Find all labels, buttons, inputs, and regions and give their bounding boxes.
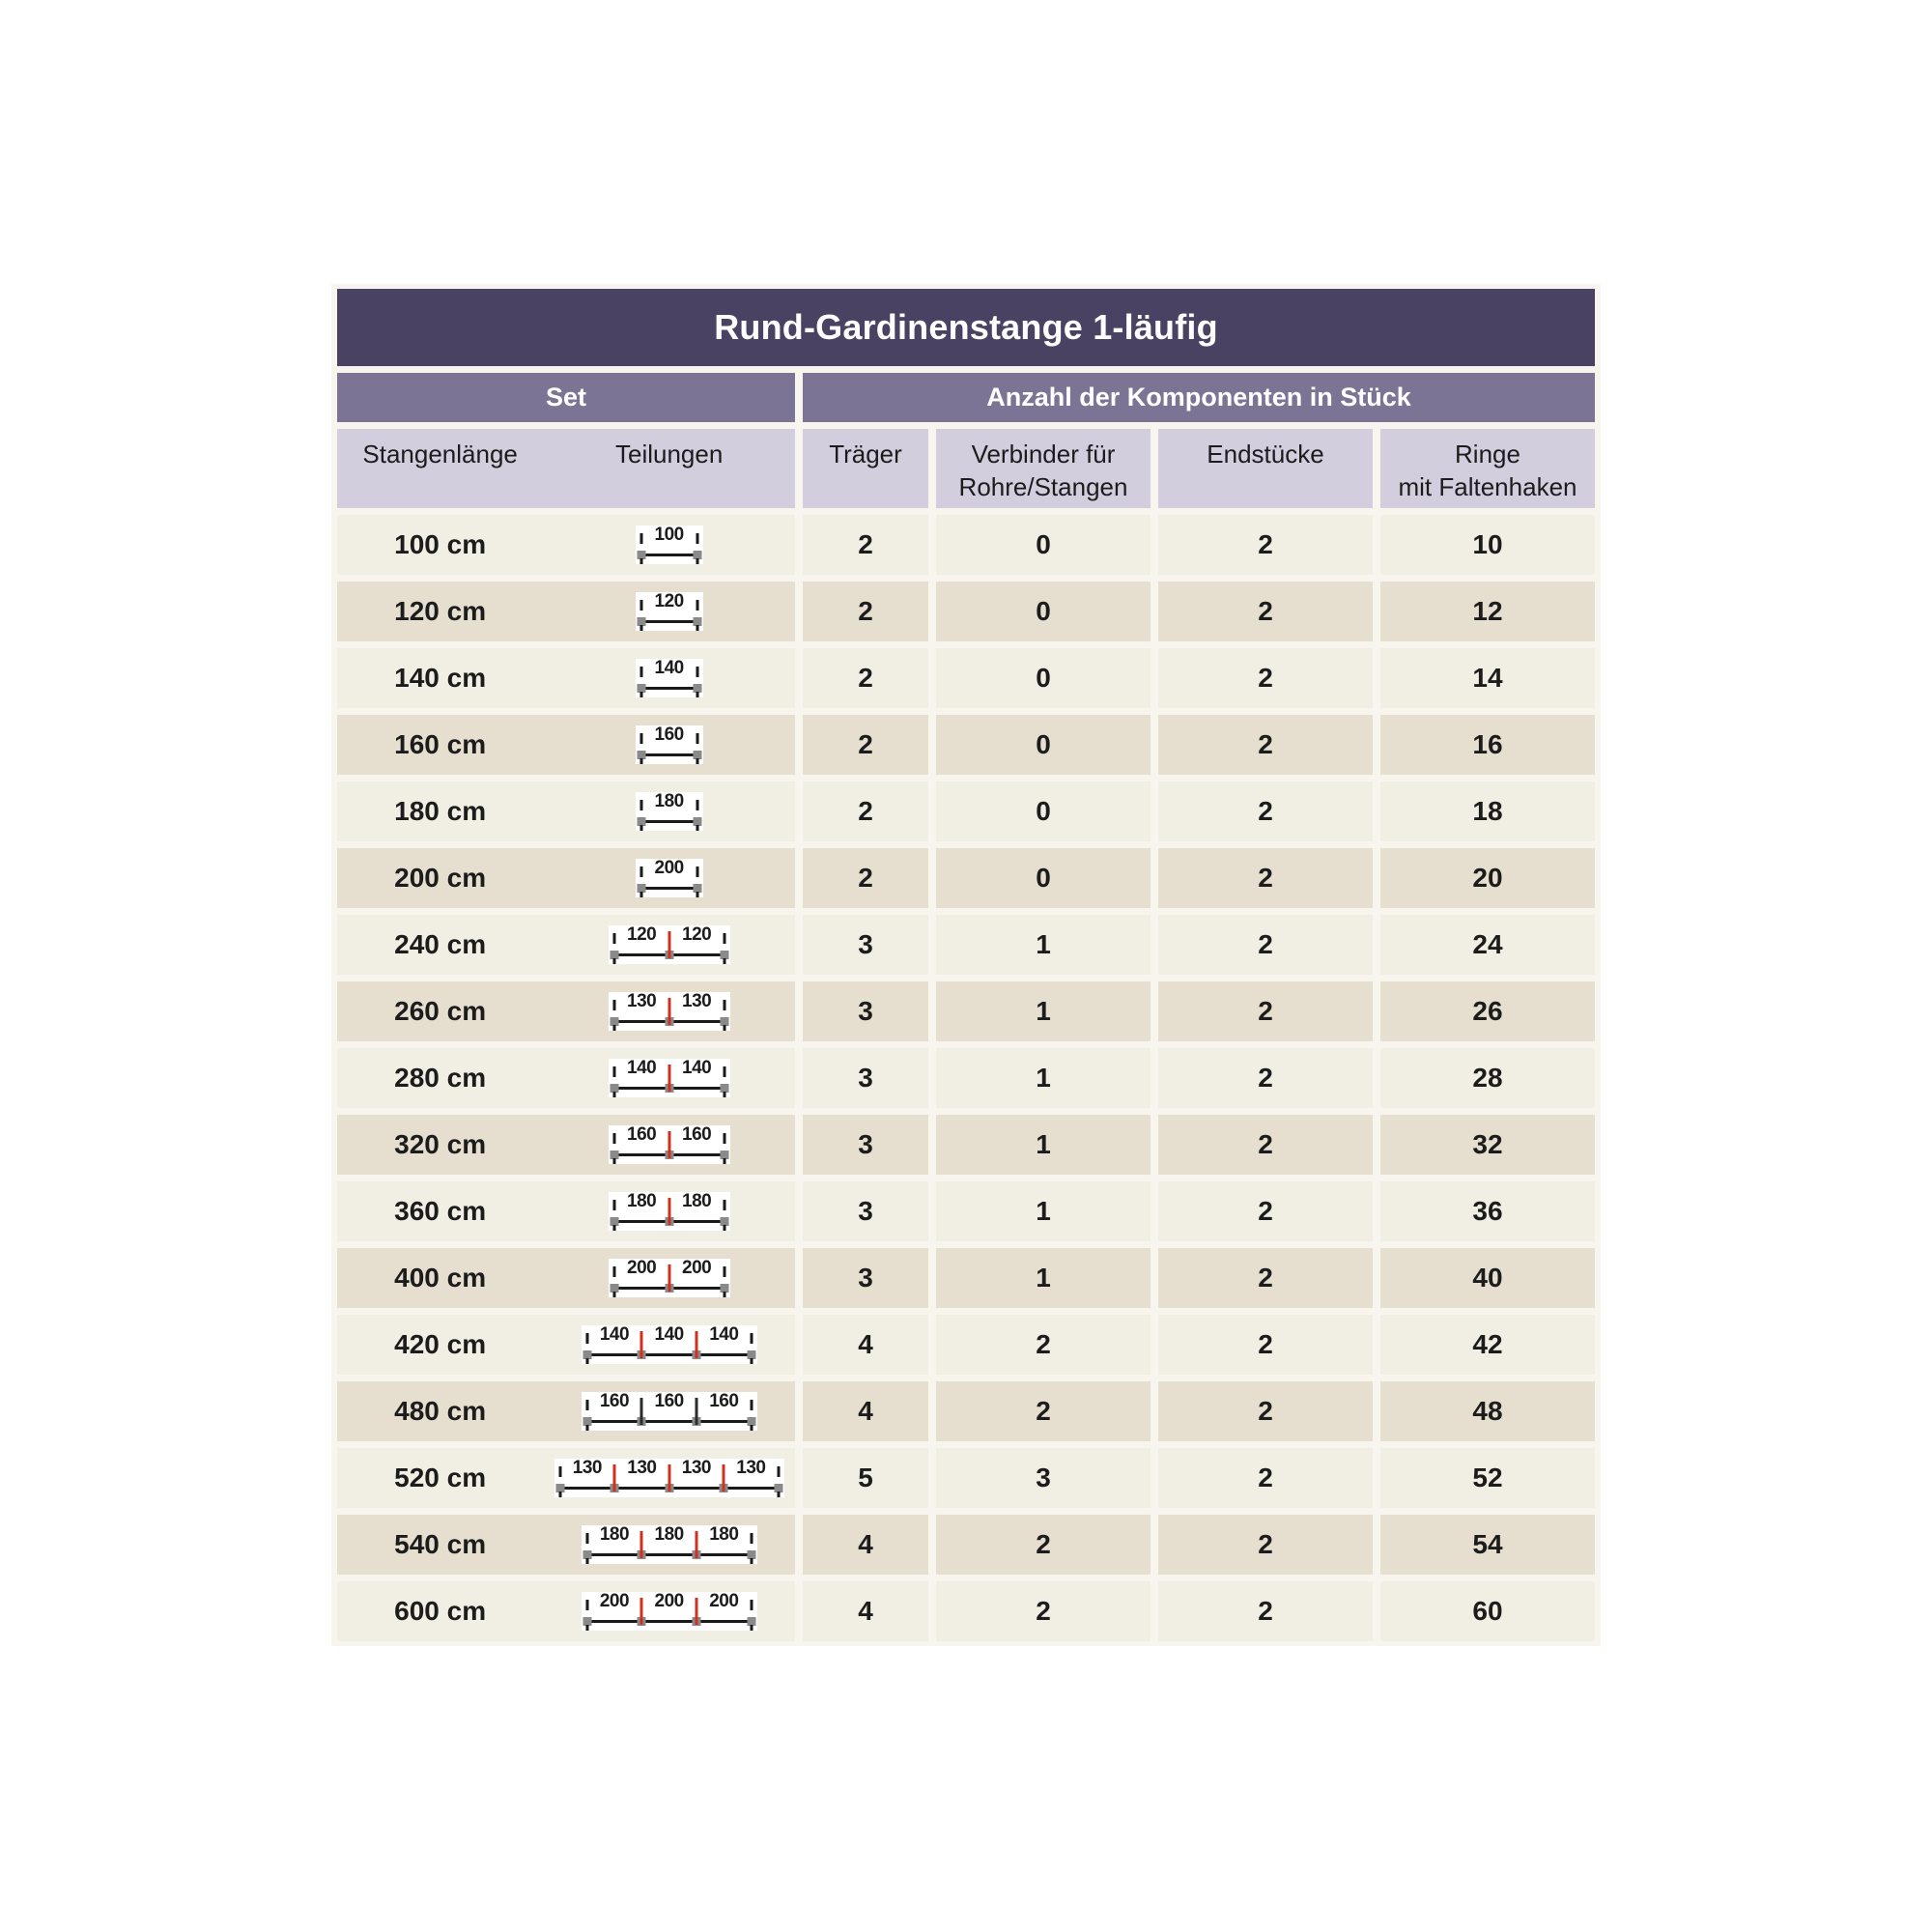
ringe-cell: 16: [1380, 715, 1595, 775]
teilungen-cell: [543, 1392, 795, 1431]
stangenlaenge-value: 100 cm: [394, 529, 487, 559]
teilungen-cell: [543, 1059, 795, 1097]
traeger-cell: 3: [803, 1248, 928, 1308]
end-tick: [723, 933, 725, 944]
connector-tick: [695, 1398, 697, 1425]
teilungen-diagram: [636, 592, 703, 631]
segment-length-label: 180: [599, 1524, 630, 1545]
teilungen-diagram: [554, 1459, 784, 1497]
group-header-set: Set: [337, 373, 795, 422]
connector-tick: [695, 1598, 697, 1625]
end-tick: [639, 733, 642, 744]
segment-length-label: 200: [654, 1591, 684, 1611]
set-cell: [337, 1315, 795, 1375]
segment-length-label: 200: [709, 1591, 739, 1611]
endstuecke-cell: 2: [1158, 1181, 1373, 1241]
stangenlaenge-value: 400 cm: [394, 1263, 487, 1293]
segment-length-label: 100: [654, 525, 684, 545]
endstuecke-cell: 2: [1158, 848, 1373, 908]
end-tick: [750, 1533, 753, 1544]
set-cell: [337, 1381, 795, 1441]
end-tick: [612, 1133, 615, 1144]
connector-tick: [640, 1398, 643, 1425]
end-tick: [696, 533, 698, 544]
segment-length-label: 180: [709, 1524, 739, 1545]
column-header-teilungen: Teilungen: [614, 440, 724, 469]
segment-length-label: 200: [599, 1591, 630, 1611]
end-tick: [696, 733, 698, 744]
table-row: [337, 1515, 1595, 1575]
teilungen-cell: [543, 1192, 795, 1231]
table-row: [337, 1115, 1595, 1175]
end-tick: [750, 1558, 753, 1564]
teilungen-diagram: [636, 725, 703, 764]
teilungen-cell: [543, 659, 795, 697]
traeger-cell: 2: [803, 848, 928, 908]
end-tick: [612, 1000, 615, 1010]
table-row: [337, 1248, 1595, 1308]
end-tick: [696, 867, 698, 877]
ringe-cell: 14: [1380, 648, 1595, 708]
rod-line: [640, 554, 698, 556]
table-row: [337, 981, 1595, 1041]
segment-length-label: 120: [627, 924, 657, 945]
end-tick: [612, 1225, 615, 1231]
verbinder-cell: 2: [936, 1381, 1151, 1441]
teilungen-cell: [543, 859, 795, 897]
table-row: [337, 1181, 1595, 1241]
teilungen-cell: [543, 526, 795, 564]
verbinder-cell: 3: [936, 1448, 1151, 1508]
end-tick: [777, 1492, 780, 1497]
end-tick: [696, 758, 698, 764]
endstuecke-cell: 2: [1158, 515, 1373, 575]
endstuecke-cell: 2: [1158, 1248, 1373, 1308]
traeger-cell: 4: [803, 1381, 928, 1441]
column-header-verbinder: Verbinder für Rohre/Stangen: [936, 429, 1151, 508]
end-tick: [750, 1625, 753, 1631]
set-cell: [337, 848, 795, 908]
endstuecke-cell: 2: [1158, 1381, 1373, 1441]
segment-length-label: 160: [682, 1124, 712, 1145]
end-tick: [612, 1292, 615, 1297]
set-cell: [337, 981, 795, 1041]
endstuecke-cell: 2: [1158, 915, 1373, 975]
rod-line: [586, 1620, 753, 1623]
segment-length-label: 130: [682, 991, 712, 1011]
connector-tick: [640, 1598, 643, 1625]
stangenlaenge-value: 180 cm: [394, 796, 487, 826]
verbinder-cell: 0: [936, 582, 1151, 641]
verbinder-cell: 2: [936, 1515, 1151, 1575]
connector-tick: [668, 1065, 670, 1092]
set-cell: [337, 781, 795, 841]
table-row: [337, 848, 1595, 908]
traeger-cell: 4: [803, 1315, 928, 1375]
end-tick: [612, 1266, 615, 1277]
end-tick: [750, 1400, 753, 1410]
rod-line: [586, 1420, 753, 1423]
table-row: [337, 1381, 1595, 1441]
verbinder-cell: 1: [936, 915, 1151, 975]
segment-length-label: 160: [709, 1391, 739, 1411]
segment-length-label: 180: [682, 1191, 712, 1211]
ringe-cell: 32: [1380, 1115, 1595, 1175]
set-cell: [337, 715, 795, 775]
rod-line: [640, 753, 698, 756]
teilungen-cell: [543, 1459, 795, 1497]
end-tick: [639, 625, 642, 631]
segment-length-label: 160: [599, 1391, 630, 1411]
teilungen-diagram: [582, 1392, 757, 1431]
end-tick: [639, 892, 642, 897]
connector-tick: [668, 998, 670, 1025]
end-tick: [723, 1200, 725, 1210]
verbinder-cell: 0: [936, 515, 1151, 575]
end-tick: [750, 1600, 753, 1610]
end-tick: [639, 867, 642, 877]
segment-length-label: 130: [627, 1458, 657, 1478]
teilungen-diagram: [609, 1125, 730, 1164]
set-cell: [337, 1581, 795, 1641]
stangenlaenge-value: 240 cm: [394, 929, 487, 959]
column-header-traeger: Träger: [803, 429, 928, 508]
verbinder-cell: 1: [936, 1248, 1151, 1308]
rod-line: [586, 1353, 753, 1356]
spec-table: [331, 284, 1601, 1646]
teilungen-diagram: [582, 1525, 757, 1564]
end-tick: [612, 1025, 615, 1031]
teilungen-cell: [543, 1125, 795, 1164]
end-tick: [585, 1333, 588, 1344]
connector-tick: [613, 1464, 616, 1492]
end-tick: [723, 1292, 725, 1297]
table-body: [337, 515, 1595, 1641]
end-tick: [723, 1066, 725, 1077]
verbinder-cell: 0: [936, 715, 1151, 775]
end-tick: [723, 958, 725, 964]
table-row: [337, 1048, 1595, 1108]
segment-length-label: 140: [599, 1324, 630, 1345]
end-tick: [639, 533, 642, 544]
stangenlaenge-value: 520 cm: [394, 1463, 487, 1492]
stangenlaenge-value: 320 cm: [394, 1129, 487, 1159]
stangenlaenge-value: 260 cm: [394, 996, 487, 1026]
end-tick: [558, 1492, 561, 1497]
set-cell: [337, 915, 795, 975]
traeger-cell: 3: [803, 1181, 928, 1241]
teilungen-diagram: [609, 1059, 730, 1097]
end-tick: [585, 1425, 588, 1431]
teilungen-cell: [543, 792, 795, 831]
endstuecke-cell: 2: [1158, 781, 1373, 841]
set-cell: [337, 1448, 795, 1508]
segment-length-label: 130: [627, 991, 657, 1011]
ringe-cell: 36: [1380, 1181, 1595, 1241]
verbinder-cell: 1: [936, 981, 1151, 1041]
teilungen-cell: [543, 1325, 795, 1364]
table-title: Rund-Gardinenstange 1-läufig: [337, 289, 1595, 366]
end-tick: [639, 558, 642, 564]
end-tick: [696, 825, 698, 831]
traeger-cell: 3: [803, 1048, 928, 1108]
end-tick: [612, 1092, 615, 1097]
teilungen-diagram: [609, 1259, 730, 1297]
teilungen-cell: [543, 992, 795, 1031]
end-tick: [723, 1025, 725, 1031]
segment-length-label: 140: [654, 658, 684, 678]
teilungen-cell: [543, 592, 795, 631]
connector-tick: [668, 1131, 670, 1158]
teilungen-diagram: [609, 992, 730, 1031]
end-tick: [612, 958, 615, 964]
end-tick: [558, 1466, 561, 1477]
segment-length-label: 130: [681, 1458, 711, 1478]
traeger-cell: 3: [803, 1115, 928, 1175]
teilungen-cell: [543, 1525, 795, 1564]
end-tick: [723, 1000, 725, 1010]
segment-length-label: 160: [627, 1124, 657, 1145]
rod-line: [640, 820, 698, 823]
endstuecke-cell: 2: [1158, 648, 1373, 708]
segment-length-label: 200: [654, 858, 684, 878]
endstuecke-cell: 2: [1158, 981, 1373, 1041]
rod-line: [640, 620, 698, 623]
end-tick: [696, 558, 698, 564]
connector-tick: [695, 1331, 697, 1358]
end-tick: [639, 600, 642, 611]
end-tick: [639, 667, 642, 677]
teilungen-diagram: [636, 792, 703, 831]
column-header-set: [337, 429, 795, 508]
ringe-cell: 54: [1380, 1515, 1595, 1575]
end-tick: [696, 800, 698, 810]
column-header-ringe: Ringe mit Faltenhaken: [1380, 429, 1595, 508]
end-tick: [723, 1133, 725, 1144]
rod-line: [640, 687, 698, 690]
rod-line: [640, 887, 698, 890]
teilungen-cell: [543, 725, 795, 764]
verbinder-cell: 0: [936, 648, 1151, 708]
table-row: [337, 515, 1595, 575]
traeger-cell: 4: [803, 1515, 928, 1575]
table-row: [337, 781, 1595, 841]
end-tick: [696, 892, 698, 897]
traeger-cell: 2: [803, 781, 928, 841]
connector-tick: [695, 1531, 697, 1558]
end-tick: [723, 1225, 725, 1231]
verbinder-cell: 2: [936, 1315, 1151, 1375]
end-tick: [585, 1533, 588, 1544]
table-row: [337, 1581, 1595, 1641]
endstuecke-cell: 2: [1158, 1448, 1373, 1508]
segment-length-label: 200: [627, 1258, 657, 1278]
end-tick: [750, 1425, 753, 1431]
set-cell: [337, 1248, 795, 1308]
end-tick: [723, 1266, 725, 1277]
end-tick: [750, 1333, 753, 1344]
segment-length-label: 130: [736, 1458, 766, 1478]
ringe-cell: 10: [1380, 515, 1595, 575]
end-tick: [585, 1600, 588, 1610]
segment-length-label: 160: [654, 1391, 684, 1411]
traeger-cell: 3: [803, 915, 928, 975]
table-row: [337, 648, 1595, 708]
ringe-cell: 12: [1380, 582, 1595, 641]
teilungen-cell: [543, 925, 795, 964]
column-header-endstuecke: Endstücke: [1158, 429, 1373, 508]
endstuecke-cell: 2: [1158, 1048, 1373, 1108]
traeger-cell: 2: [803, 648, 928, 708]
ringe-cell: 48: [1380, 1381, 1595, 1441]
stangenlaenge-value: 480 cm: [394, 1396, 487, 1426]
stangenlaenge-value: 280 cm: [394, 1063, 487, 1093]
connector-tick: [668, 1264, 670, 1292]
endstuecke-cell: 2: [1158, 1581, 1373, 1641]
set-cell: [337, 515, 795, 575]
endstuecke-cell: 2: [1158, 1315, 1373, 1375]
table-row: [337, 582, 1595, 641]
ringe-cell: 60: [1380, 1581, 1595, 1641]
ringe-cell: 26: [1380, 981, 1595, 1041]
segment-length-label: 120: [654, 591, 684, 611]
verbinder-cell: 1: [936, 1181, 1151, 1241]
end-tick: [612, 1158, 615, 1164]
table-row: [337, 915, 1595, 975]
group-header-components: Anzahl der Komponenten in Stück: [803, 373, 1595, 422]
segment-length-label: 180: [654, 1524, 684, 1545]
stangenlaenge-value: 200 cm: [394, 863, 487, 893]
end-tick: [585, 1558, 588, 1564]
teilungen-diagram: [636, 526, 703, 564]
connector-tick: [640, 1331, 643, 1358]
segment-length-label: 160: [654, 724, 684, 745]
end-tick: [696, 692, 698, 697]
ringe-cell: 40: [1380, 1248, 1595, 1308]
rod-line: [586, 1553, 753, 1556]
segment-length-label: 140: [709, 1324, 739, 1345]
end-tick: [696, 600, 698, 611]
table-row: [337, 715, 1595, 775]
endstuecke-cell: 2: [1158, 1115, 1373, 1175]
segment-length-label: 180: [627, 1191, 657, 1211]
segment-length-label: 130: [572, 1458, 602, 1478]
traeger-cell: 4: [803, 1581, 928, 1641]
end-tick: [750, 1358, 753, 1364]
connector-tick: [723, 1464, 725, 1492]
end-tick: [612, 1200, 615, 1210]
connector-tick: [668, 1198, 670, 1225]
ringe-cell: 42: [1380, 1315, 1595, 1375]
set-cell: [337, 582, 795, 641]
ringe-cell: 20: [1380, 848, 1595, 908]
stangenlaenge-value: 420 cm: [394, 1329, 487, 1359]
table-row: [337, 1315, 1595, 1375]
connector-tick: [668, 931, 670, 958]
segment-length-label: 200: [682, 1258, 712, 1278]
verbinder-cell: 1: [936, 1115, 1151, 1175]
set-cell: [337, 1181, 795, 1241]
verbinder-cell: 0: [936, 848, 1151, 908]
table-row: [337, 1448, 1595, 1508]
teilungen-diagram: [636, 859, 703, 897]
stangenlaenge-value: 120 cm: [394, 596, 487, 626]
ringe-cell: 28: [1380, 1048, 1595, 1108]
stangenlaenge-value: 360 cm: [394, 1196, 487, 1226]
end-tick: [723, 1092, 725, 1097]
segment-length-label: 140: [627, 1058, 657, 1078]
segment-length-label: 140: [682, 1058, 712, 1078]
end-tick: [585, 1625, 588, 1631]
endstuecke-cell: 2: [1158, 715, 1373, 775]
end-tick: [723, 1158, 725, 1164]
ringe-cell: 18: [1380, 781, 1595, 841]
end-tick: [639, 758, 642, 764]
end-tick: [696, 667, 698, 677]
stangenlaenge-value: 160 cm: [394, 729, 487, 759]
set-cell: [337, 1515, 795, 1575]
traeger-cell: 3: [803, 981, 928, 1041]
teilungen-diagram: [582, 1325, 757, 1364]
segment-length-label: 140: [654, 1324, 684, 1345]
column-header-stangenlaenge: Stangenlänge: [362, 440, 518, 469]
connector-tick: [668, 1464, 670, 1492]
teilungen-diagram: [636, 659, 703, 697]
ringe-cell: 52: [1380, 1448, 1595, 1508]
traeger-cell: 5: [803, 1448, 928, 1508]
set-cell: [337, 1048, 795, 1108]
teilungen-cell: [543, 1259, 795, 1297]
segment-length-label: 120: [682, 924, 712, 945]
end-tick: [639, 825, 642, 831]
end-tick: [696, 625, 698, 631]
teilungen-cell: [543, 1592, 795, 1631]
stangenlaenge-value: 600 cm: [394, 1596, 487, 1626]
end-tick: [612, 1066, 615, 1077]
end-tick: [585, 1358, 588, 1364]
traeger-cell: 2: [803, 515, 928, 575]
verbinder-cell: 0: [936, 781, 1151, 841]
set-cell: [337, 1115, 795, 1175]
group-header-row: [337, 373, 1595, 422]
traeger-cell: 2: [803, 582, 928, 641]
end-tick: [612, 933, 615, 944]
end-tick: [777, 1466, 780, 1477]
stangenlaenge-value: 140 cm: [394, 663, 487, 693]
connector-tick: [640, 1531, 643, 1558]
teilungen-diagram: [609, 1192, 730, 1231]
segment-length-label: 180: [654, 791, 684, 811]
traeger-cell: 2: [803, 715, 928, 775]
end-tick: [639, 800, 642, 810]
end-tick: [585, 1400, 588, 1410]
stangenlaenge-value: 540 cm: [394, 1529, 487, 1559]
column-header-row: [337, 429, 1595, 508]
endstuecke-cell: 2: [1158, 1515, 1373, 1575]
endstuecke-cell: 2: [1158, 582, 1373, 641]
verbinder-cell: 1: [936, 1048, 1151, 1108]
end-tick: [639, 692, 642, 697]
teilungen-diagram: [609, 925, 730, 964]
set-cell: [337, 648, 795, 708]
ringe-cell: 24: [1380, 915, 1595, 975]
teilungen-diagram: [582, 1592, 757, 1631]
verbinder-cell: 2: [936, 1581, 1151, 1641]
